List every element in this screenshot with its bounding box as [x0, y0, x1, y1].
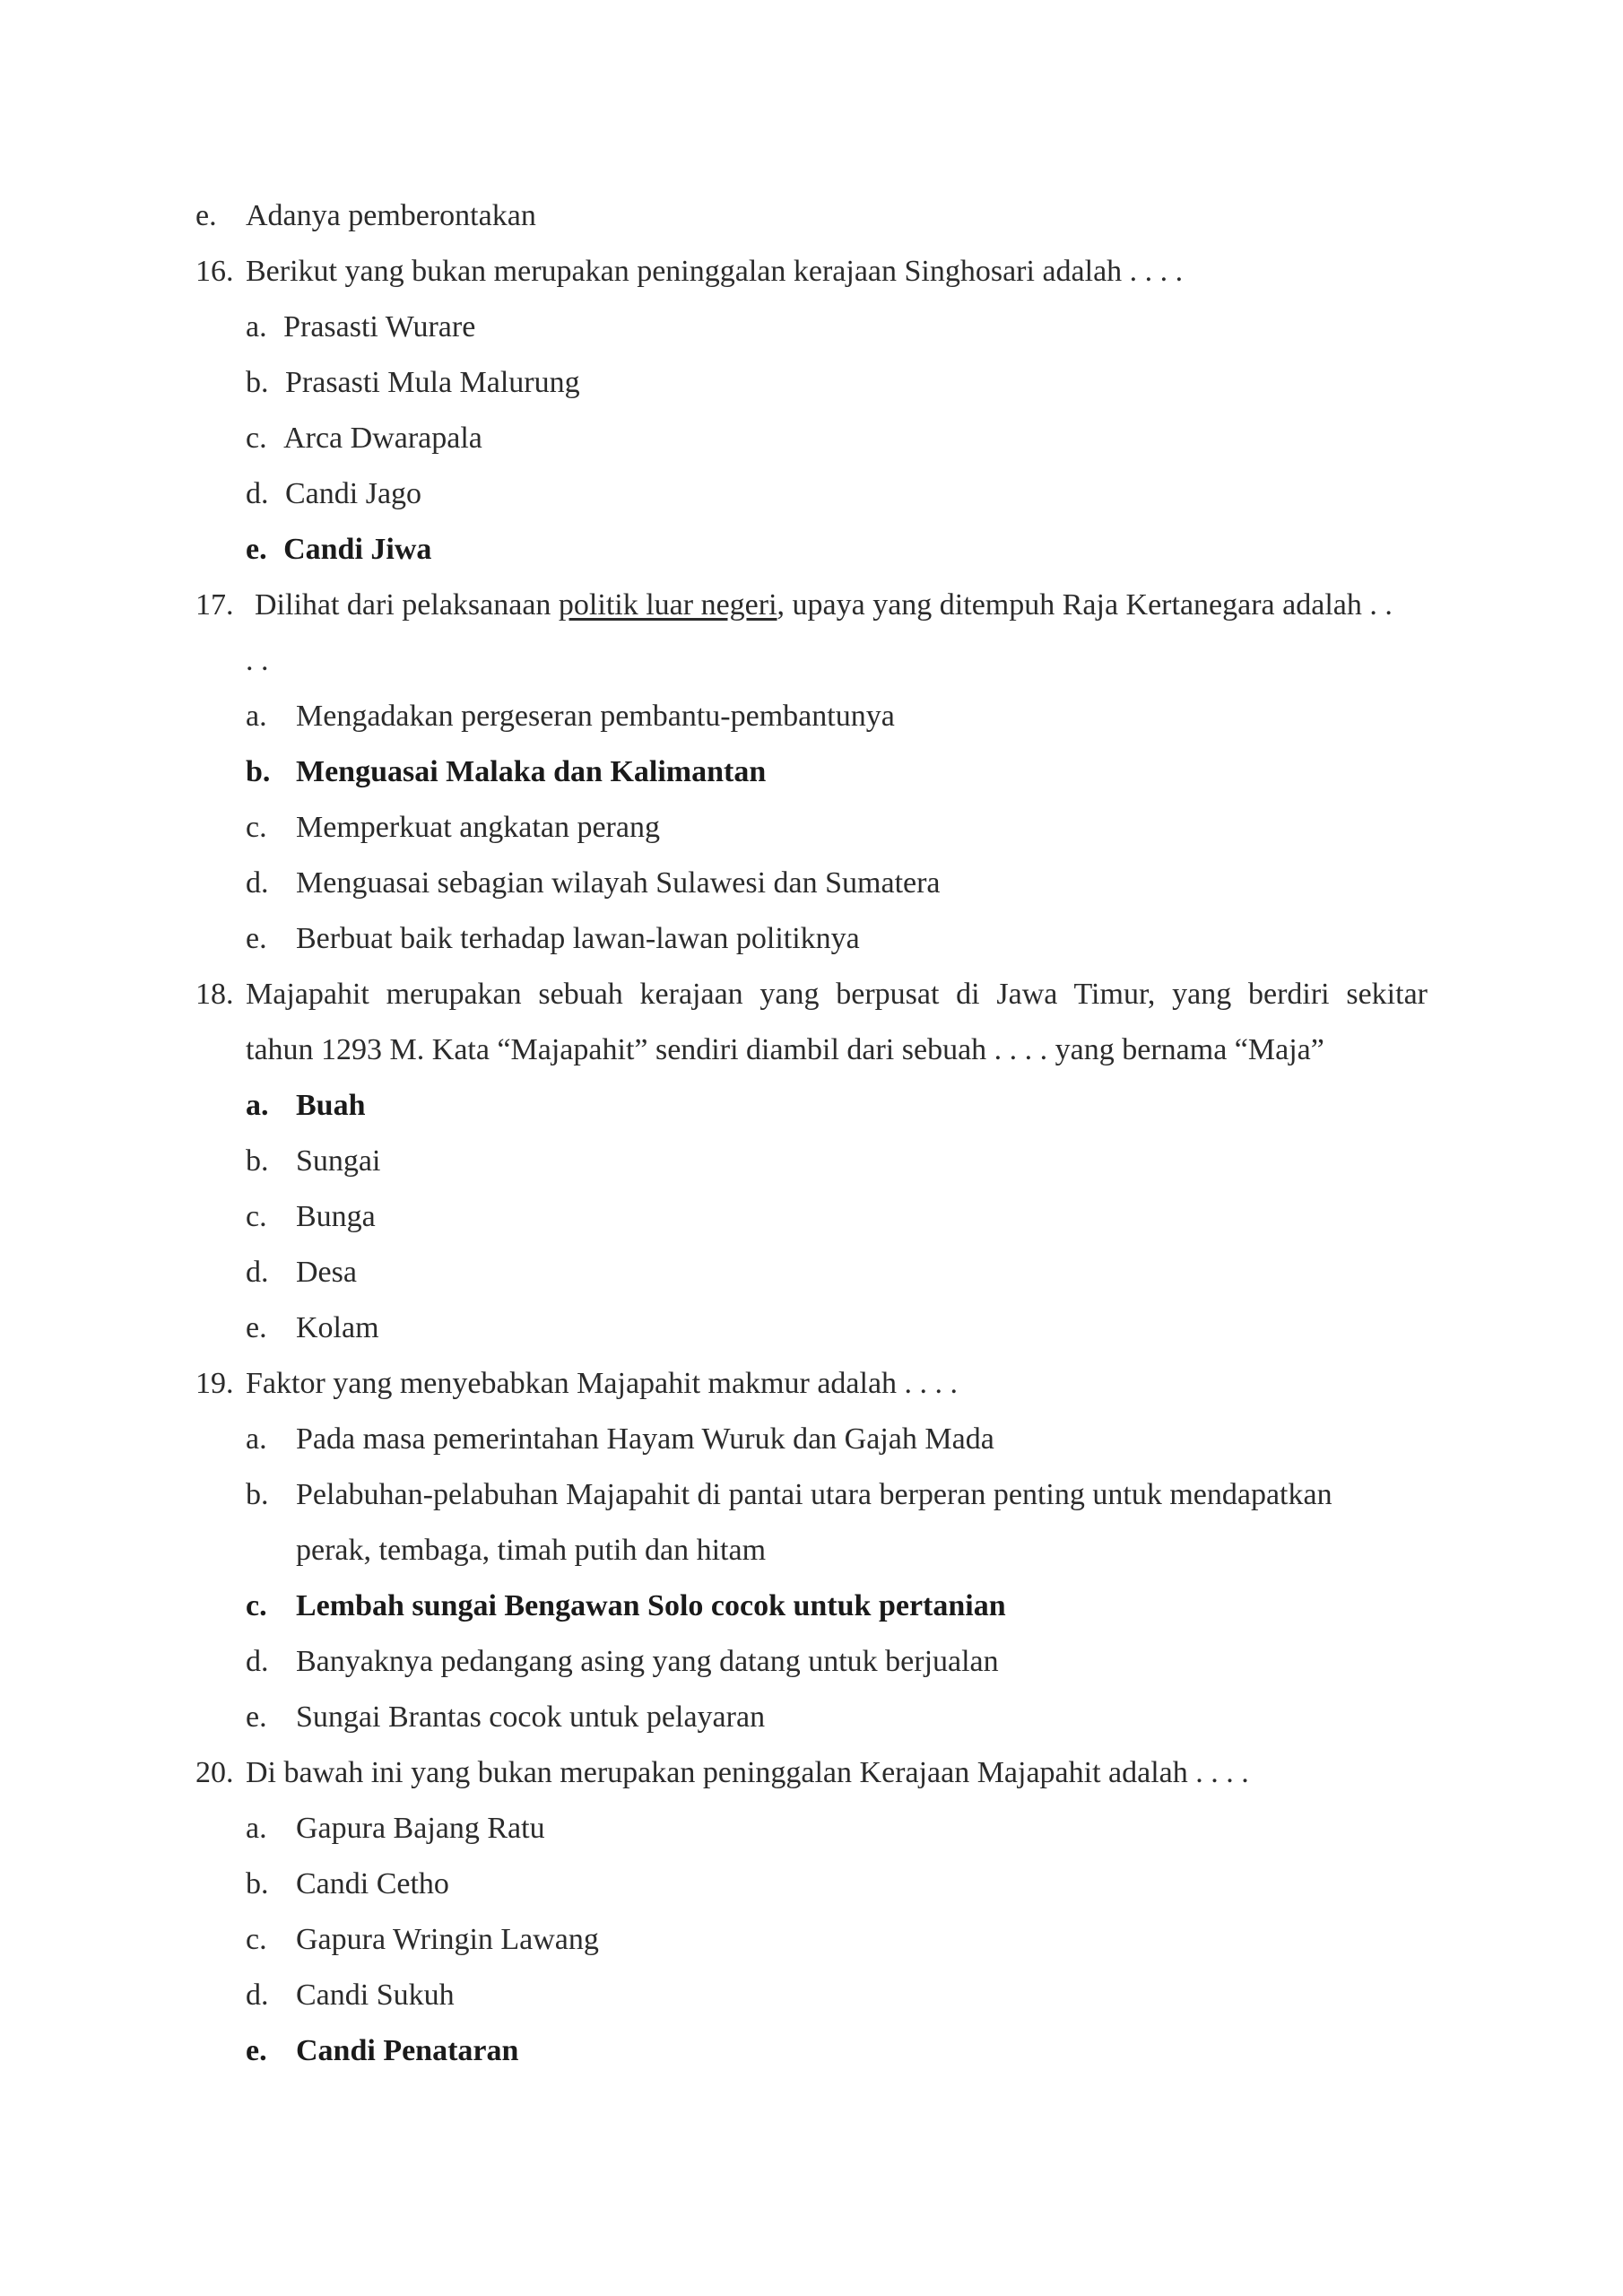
option-marker: e. [246, 533, 267, 566]
option-marker: b. [246, 1478, 269, 1511]
question-stem: Berikut yang bukan merupakan peninggalan kerajaan Singhosari adalah . . . . [246, 255, 1184, 288]
option-marker: b. [246, 366, 269, 399]
option-text: Adanya pemberontakan [246, 199, 536, 232]
option-marker: a. [246, 1089, 269, 1122]
question-number: 18. [195, 978, 234, 1011]
option-text: Bunga [296, 1200, 376, 1233]
option-marker: c. [246, 1200, 267, 1233]
option-text: Candi Jago [285, 477, 422, 510]
q19-option-b-continuation [296, 1533, 766, 1569]
option-text: Prasasti Mula Malurung [285, 366, 580, 399]
option-text: Menguasai Malaka dan Kalimantan [296, 755, 767, 788]
option-text-continuation: perak, tembaga, timah putih dan hitam [296, 1534, 767, 1567]
question-stem: Majapahit merupakan sebuah kerajaan yang berpusat di Jawa Timur, yang berdiri sekitar [246, 978, 1428, 1011]
option-marker: e. [195, 199, 217, 232]
option-text: Arca Dwarapala [283, 422, 482, 455]
option-text: Gapura Wringin Lawang [296, 1923, 599, 1956]
underlined-term: politik luar negeri [558, 588, 777, 622]
option-text: Buah [296, 1089, 366, 1122]
option-text: Mengadakan pergeseran pembantu-pembantunya [296, 700, 895, 733]
option-text: Memperkuat angkatan perang [296, 811, 660, 844]
option-marker: e. [246, 1311, 267, 1344]
option-text: Lembah sungai Bengawan Solo cocok untuk pertanian [296, 1589, 1006, 1622]
question-stem [255, 587, 1393, 623]
option-marker: c. [246, 422, 267, 455]
option-text: Pelabuhan-pelabuhan Majapahit di pantai utara berperan penting untuk mendapatkan [296, 1478, 1332, 1511]
stem-continuation: tahun 1293 M. Kata “Majapahit” sendiri diambil dari sebuah . . . . yang bernama “Maja” [246, 1033, 1324, 1066]
option-text: Prasasti Wurare [283, 310, 476, 344]
option-marker: b. [246, 755, 271, 788]
option-text: Sungai [296, 1144, 381, 1178]
question-stem: Faktor yang menyebabkan Majapahit makmur adalah . . . . [246, 1367, 959, 1400]
option-marker: e. [246, 2034, 267, 2067]
question-stem: Di bawah ini yang bukan merupakan peninggalan Kerajaan Majapahit adalah . . . . [246, 1756, 1249, 1789]
option-marker: d. [246, 1645, 269, 1678]
option-marker: d. [246, 1256, 269, 1289]
option-marker: b. [246, 1144, 269, 1178]
q16-option-e-answer [246, 532, 431, 568]
option-text: Sungai Brantas cocok untuk pelayaran [296, 1700, 766, 1734]
option-text: Kolam [296, 1311, 379, 1344]
option-marker: c. [246, 1923, 267, 1956]
q16-option-b [246, 365, 580, 401]
question-number: 20. [195, 1756, 234, 1789]
question-18 [195, 977, 1428, 1013]
question-number: 17. [195, 588, 234, 622]
option-text: Desa [296, 1256, 357, 1289]
option-marker: c. [246, 811, 267, 844]
stem-continuation: . . [246, 644, 269, 677]
option-text: Banyaknya pedangang asing yang datang untuk berjualan [296, 1645, 999, 1678]
option-marker: d. [246, 866, 269, 900]
option-text: Candi Penataran [296, 2034, 519, 2067]
question-number: 19. [195, 1367, 234, 1400]
q16-option-a [246, 309, 475, 345]
option-marker: a. [246, 1812, 267, 1845]
option-marker: d. [246, 477, 269, 510]
question-number: 16. [195, 255, 234, 288]
option-marker: e. [246, 1700, 267, 1734]
option-text: Candi Jiwa [283, 533, 432, 566]
option-marker: a. [246, 1422, 267, 1456]
option-marker: a. [246, 700, 267, 733]
q16-option-d [246, 476, 421, 512]
option-text: Candi Sukuh [296, 1979, 455, 2012]
option-text: Menguasai sebagian wilayah Sulawesi dan Sumatera [296, 866, 941, 900]
question-18-continuation [246, 1032, 1324, 1068]
option-text: Gapura Bajang Ratu [296, 1812, 545, 1845]
question-17-continuation [246, 643, 269, 679]
option-marker: b. [246, 1867, 269, 1900]
option-marker: a. [246, 310, 267, 344]
stem-text: , upaya yang ditempuh Raja Kertanegara adalah . . [777, 588, 1393, 622]
option-text: Candi Cetho [296, 1867, 449, 1900]
stem-text: Dilihat dari pelaksanaan [255, 588, 559, 622]
q16-option-c [246, 421, 482, 457]
option-marker: e. [246, 922, 267, 955]
option-text: Berbuat baik terhadap lawan-lawan politiknya [296, 922, 860, 955]
option-marker: c. [246, 1589, 267, 1622]
option-marker: d. [246, 1979, 269, 2012]
option-text: Pada masa pemerintahan Hayam Wuruk dan Gajah Mada [296, 1422, 994, 1456]
